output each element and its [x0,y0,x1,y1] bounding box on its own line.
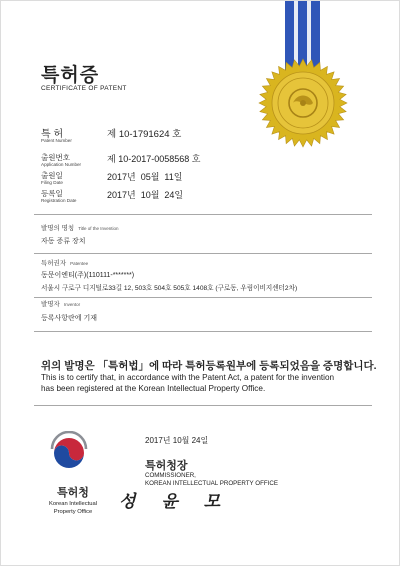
patentee-label-ko: 특허권자 [41,260,67,267]
issue-date: 2017년 10월 24일 [145,436,209,445]
registration-date-value: 2017년 10월 24일 [107,190,184,200]
patent-number-label: 특 허 [41,129,64,140]
patentee-address: 서울시 구로구 디지털로33길 12, 503호 504호 505호 1408호 (구로동, 우림이비지센터2차) [41,285,298,292]
commissioner-title-en-line2: KOREAN INTELLECTUAL PROPERTY OFFICE [145,480,278,487]
certification-statement-ko: 위의 발명은 「특허법」에 따라 특허등록원부에 등록되었음을 증명합니다. [41,360,377,372]
registration-date-label-en: Registration Date [41,198,77,203]
divider-line [34,214,372,215]
commissioner-title-en-line1: COMMISSIONER, [145,472,196,479]
invention-title-value: 자동 증류 장치 [41,238,86,245]
certificate-title: 특허증 [41,65,100,86]
patent-number-value: 제 10-1791624 호 [107,129,182,140]
certificate-title-en: CERTIFICATE OF PATENT [41,85,127,92]
inventor-label [41,299,80,308]
certification-statement-en-line1: This is to certify that, in accordance with the Patent Act, a patent for the invention [41,373,335,382]
patent-number-label-en: Patent Number [41,138,72,143]
inventor-label-ko: 발명자 [41,301,60,308]
certification-statement-en-line2: has been registered at the Korean Intellectual Property Office. [41,384,266,393]
kipo-logo-icon [49,431,89,471]
invention-title-label-ko: 발명의 명칭 [41,225,75,232]
inventor-value: 등록사항란에 기재 [41,315,98,322]
divider-line [34,331,372,332]
gold-seal-emblem [253,1,353,151]
patentee-label-en: Patentee [70,261,89,266]
inventor-label-en: Inventor [63,302,81,307]
divider-line [34,405,372,406]
kipo-name-ko: 특허청 [57,487,89,499]
patentee-name: 동문이엔티(주)(110111-*******) [41,272,135,279]
registration-date-label: 등록일 [41,189,63,198]
filing-date-value: 2017년 05월 11일 [107,172,183,182]
commissioner-signature: 성 윤 모 [119,492,231,512]
application-number-label-en: Application Number [41,162,82,167]
divider-line [34,253,372,254]
filing-date-label: 출원일 [41,171,63,180]
kipo-name-en-line1: Korean Intellectual [48,501,98,507]
kipo-name-en-line2: Property Office [53,509,93,515]
filing-date-label-en: Filing Date [41,180,63,185]
invention-title-label [41,223,119,232]
commissioner-title-ko: 특허청장 [145,460,188,472]
invention-title-label-en: Title of the Invention [78,226,119,231]
application-number-label: 출원번호 [41,153,70,162]
application-number-value: 제 10-2017-0058568 호 [107,154,201,164]
divider-line [34,297,372,298]
patentee-label [41,258,88,267]
